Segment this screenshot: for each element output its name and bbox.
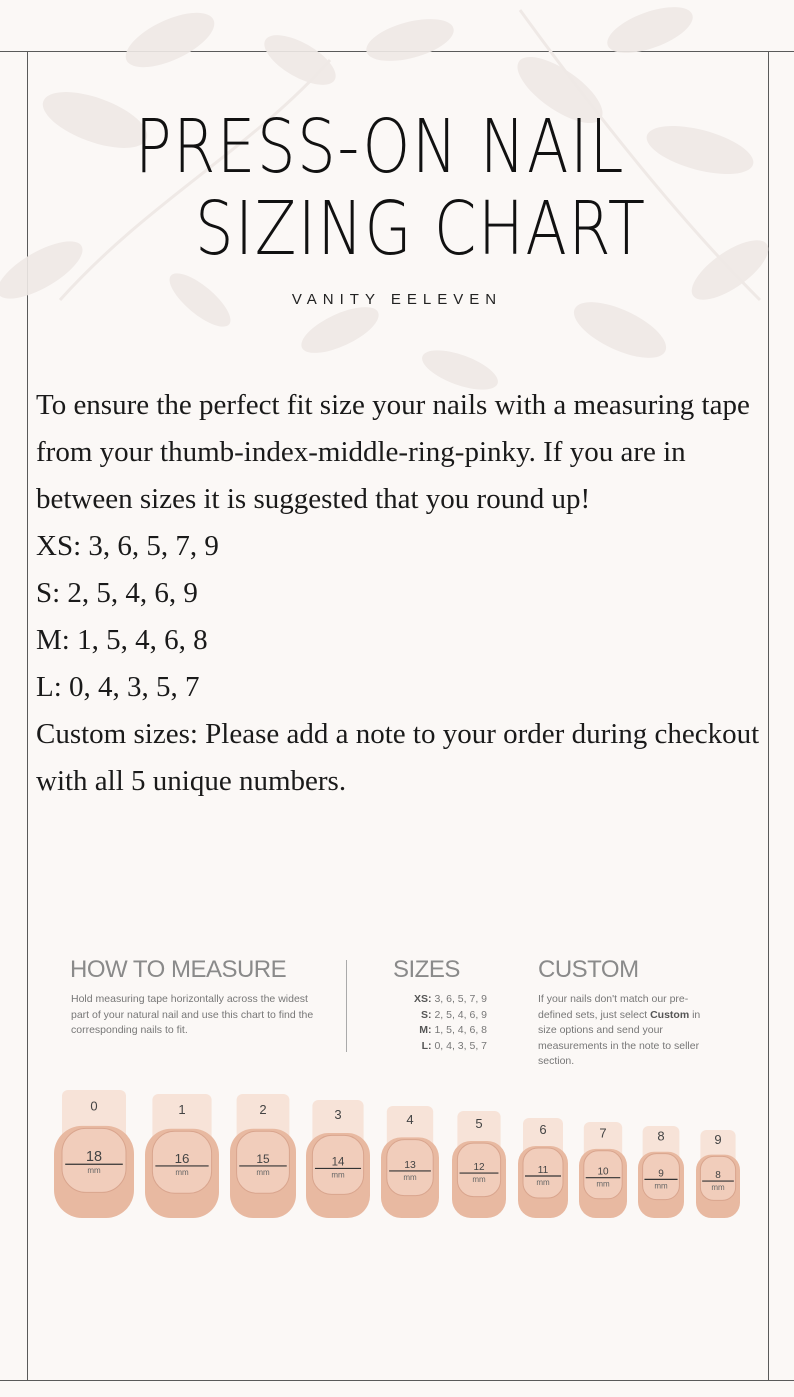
nail-size-label-8: 8 [657,1128,665,1144]
custom-text-before: If your nails don't match our pre-defined sets, just select [538,993,689,1021]
brand-name: VANITY EELEVEN [291,291,503,308]
nail-width-label-6: 11 [537,1165,549,1176]
nail-unit-label-3: mm [331,1170,345,1180]
nail-width-label-8: 9 [658,1168,664,1180]
nail-size-label-9: 9 [714,1132,722,1148]
nail-size-label-5: 5 [475,1116,483,1132]
nail-width-label-5: 12 [473,1162,485,1174]
size-s: S: 2, 5, 4, 6, 9 [36,577,198,609]
sizes-xs-values: 3, 6, 5, 7, 9 [434,993,487,1005]
nail-width-label-2: 15 [256,1151,270,1166]
size-m: M: 1, 5, 4, 6, 8 [36,624,208,656]
nail-size-label-4: 4 [406,1111,414,1127]
custom-sizes-note: Custom sizes: Please add a note to your order during checkout with all 5 unique numbers. [36,718,760,797]
sizes-m-values: 1, 5, 4, 6, 8 [434,1024,487,1036]
nail-unit-label-1: mm [175,1167,189,1177]
size-l: L: 0, 4, 3, 5, 7 [36,671,200,703]
sizes-l-values: 0, 4, 3, 5, 7 [434,1039,487,1052]
nail-unit-label-0: mm [87,1166,101,1176]
nail-unit-label-9: mm [711,1183,725,1193]
custom-title: CUSTOM [538,956,639,983]
sizes-title: SIZES [393,956,460,983]
nail-size-label-6: 6 [539,1122,547,1137]
title-line-1: PRESS-ON NAIL [135,104,626,190]
sizes-xs-label: XS: [414,993,432,1005]
how-to-measure-title: HOW TO MEASURE [70,956,287,983]
instructions [36,382,761,805]
nail-unit-label-5: mm [472,1175,486,1185]
nail-unit-label-8: mm [654,1181,668,1191]
measurement-chart [54,948,754,1228]
sizes-m-label: M: [419,1024,432,1036]
custom-text-after: in size options and send your measurements in the note to seller section. [538,1008,701,1067]
custom-text-bold: Custom [650,1008,690,1021]
nail-size-label-2: 2 [259,1101,267,1117]
nail-width-label-7: 10 [597,1166,609,1178]
nail-unit-label-7: mm [596,1179,610,1189]
nail-width-label-4: 13 [404,1159,416,1171]
bottom-border [0,1380,794,1381]
nail-size-illustrations [54,948,754,1228]
nail-width-label-9: 8 [715,1170,721,1182]
title-line-2: SIZING CHART [195,186,647,272]
nail-unit-label-6: mm [536,1178,550,1187]
intro-paragraph: To ensure the perfect fit size your nails with a measuring tape from your thumb-index-middle-ring-pinky. If you are in between sizes it is suggested that you round up! [36,389,750,515]
nail-unit-label-4: mm [403,1172,417,1182]
nail-width-label-3: 14 [331,1156,345,1169]
nail-size-label-3: 3 [334,1106,342,1122]
nail-size-label-0: 0 [90,1098,98,1114]
sizes-l-label: L: [421,1039,432,1052]
how-to-measure-text: Hold measuring tape horizontally across the widest part of your natural nail and use this chart to find the corresponding nails to fit. [71,993,314,1036]
sizes-s-values: 2, 5, 4, 6, 9 [434,1008,487,1021]
sizes-s-label: S: [421,1008,432,1021]
nail-unit-label-2: mm [256,1167,270,1177]
nail-size-label-7: 7 [599,1125,607,1141]
nail-size-label-1: 1 [178,1101,186,1117]
nail-width-label-0: 18 [85,1149,103,1166]
size-xs: XS: 3, 6, 5, 7, 9 [36,530,219,562]
nail-width-label-1: 16 [174,1150,190,1166]
